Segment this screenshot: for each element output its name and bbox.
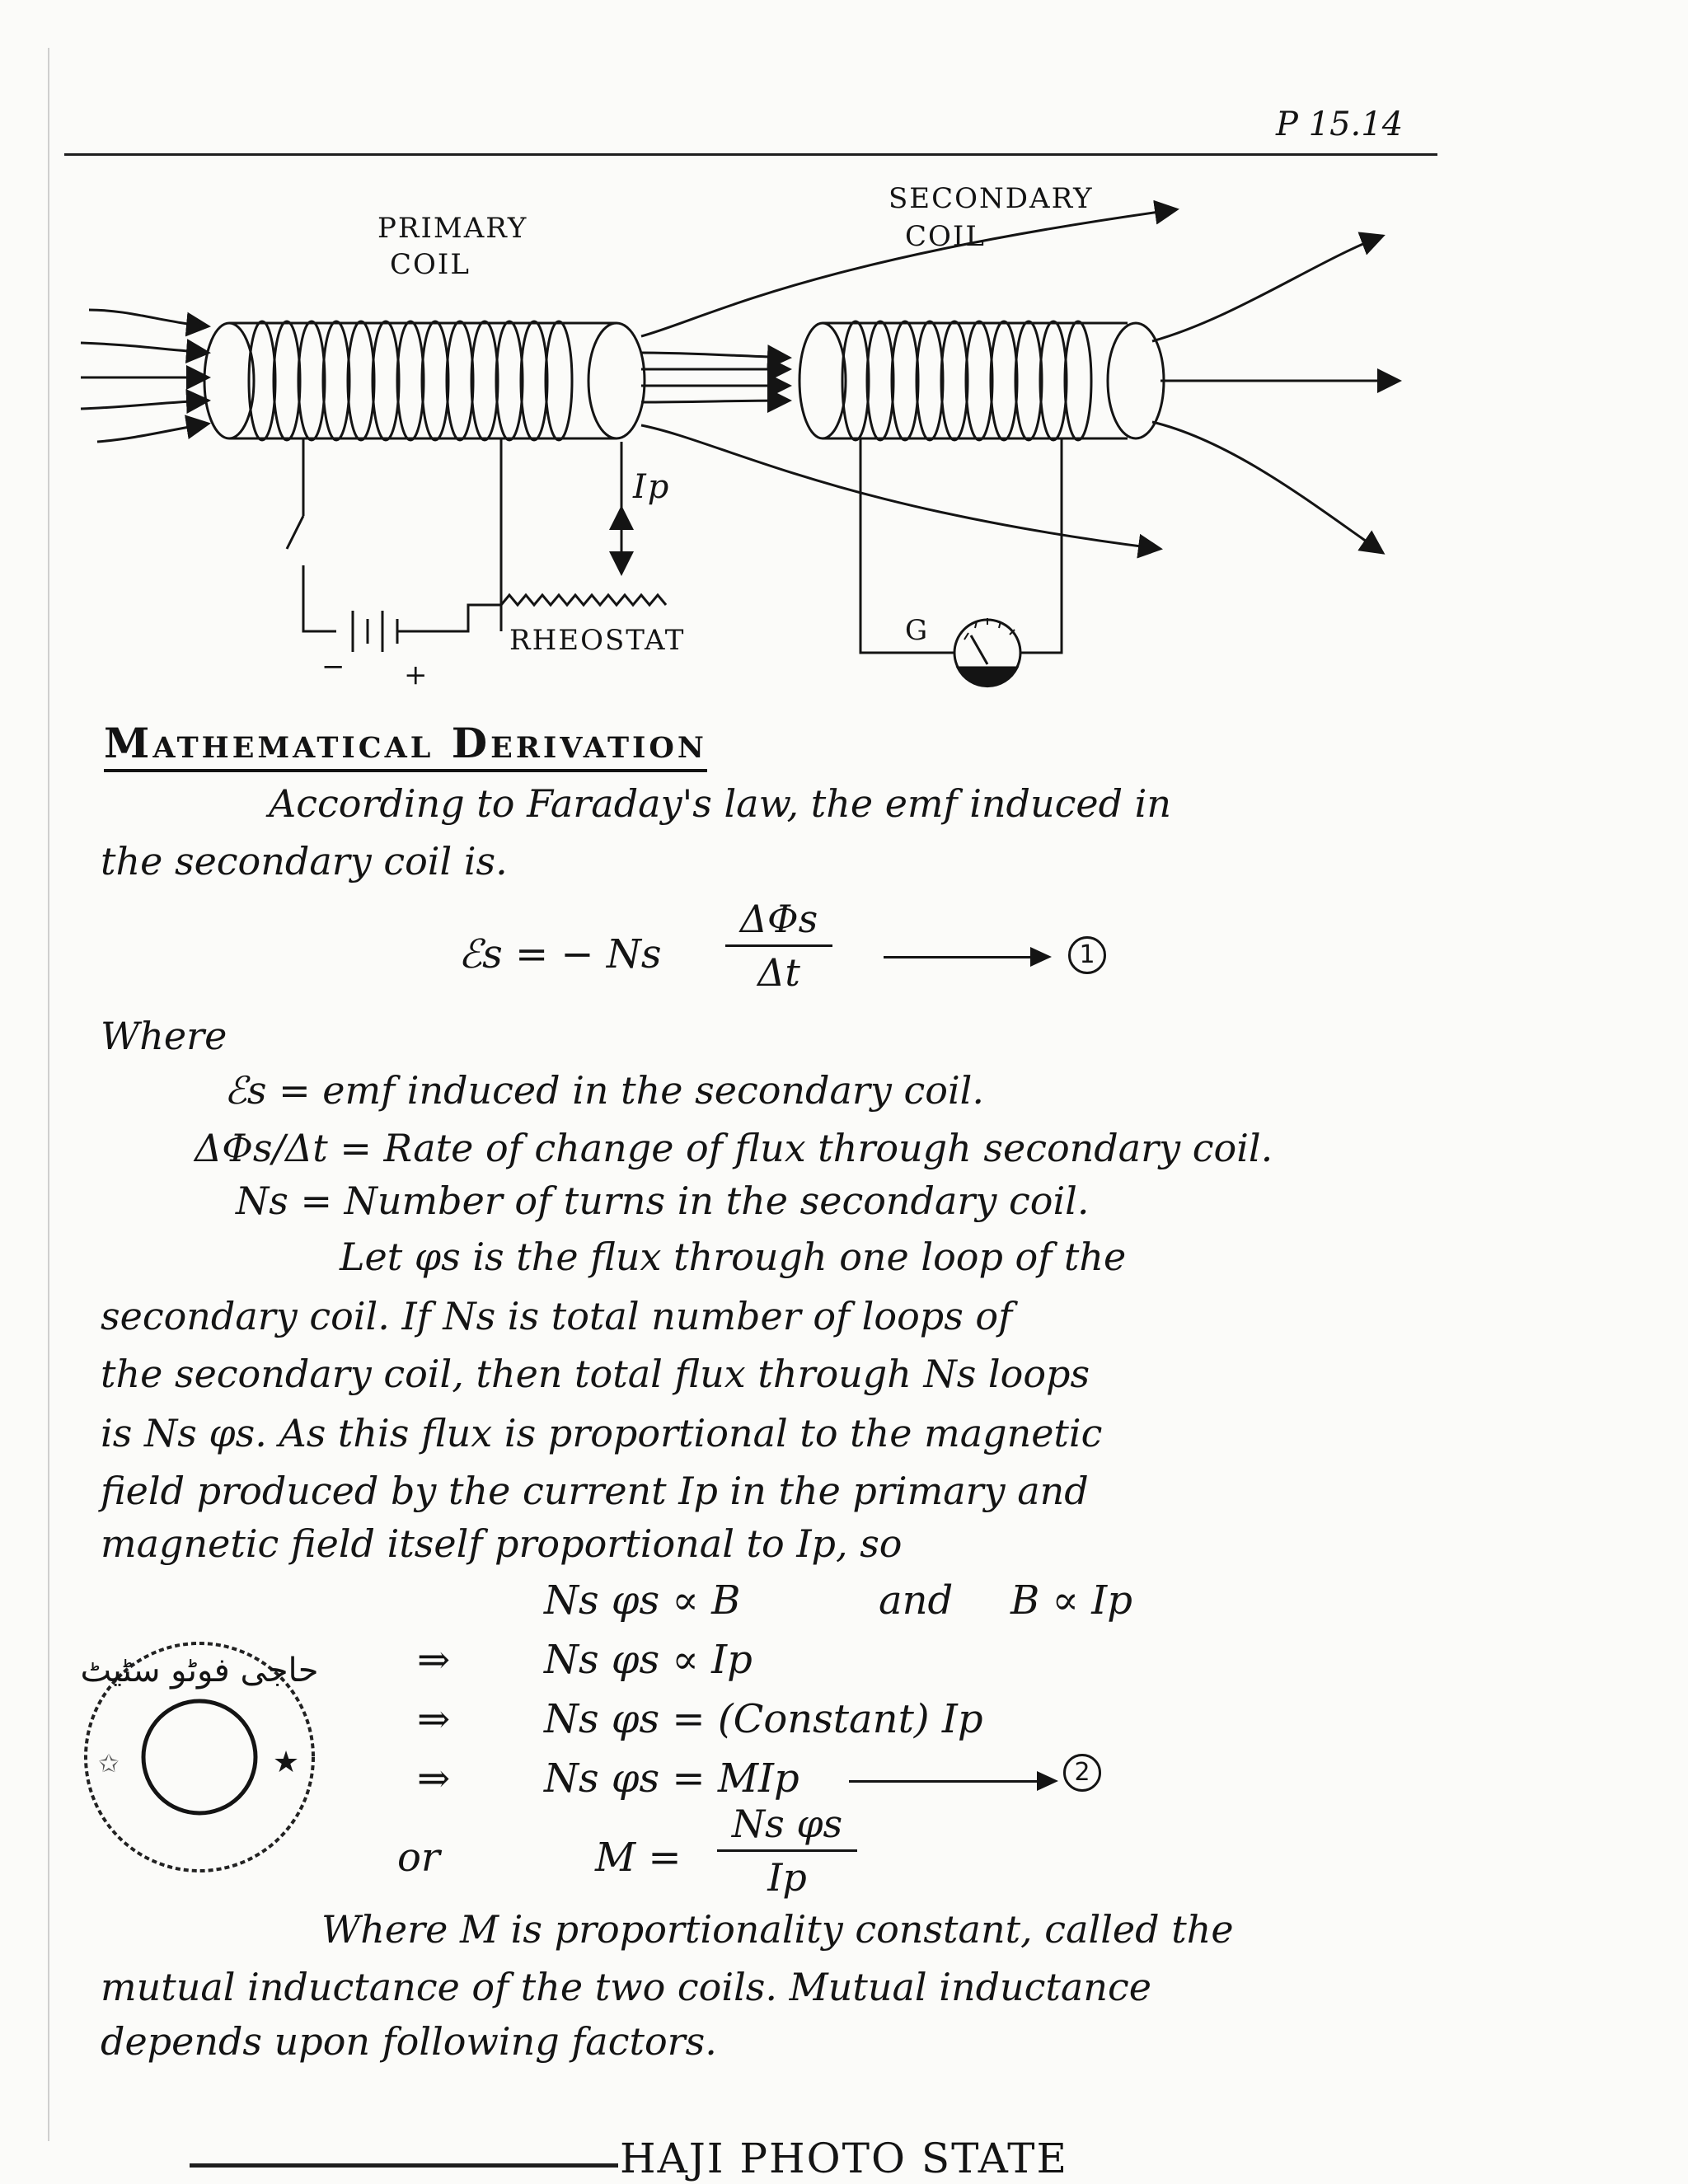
header-rule [64, 153, 1437, 156]
connecting-field-lines [641, 209, 1177, 549]
secondary-label-1: SECONDARY [889, 182, 1094, 215]
primary-label-2: COIL [390, 248, 471, 281]
stamp-urdu-text: حاجی فوٹو سٹیٹ [80, 1652, 319, 1690]
paragraph-line-1: Let φs is the flux through one loop of the [340, 1235, 1127, 1279]
incoming-field-lines [81, 310, 209, 442]
implies-symbol-3: ⇒ [417, 1755, 451, 1802]
footer-rule [190, 2163, 618, 2168]
page-number: P 15.14 [1276, 105, 1404, 143]
definition-1: ℰs = emf induced in the secondary coil. [224, 1068, 984, 1113]
eq1-lhs: ℰs = − Ns [458, 931, 662, 977]
eq1-fraction [725, 897, 832, 995]
galvanometer [954, 618, 1020, 687]
m-denominator: Ip [767, 1855, 807, 1900]
eq2-arrow-head [1037, 1771, 1058, 1791]
galvanometer-label: G [905, 614, 930, 647]
definition-3: Ns = Number of turns in the secondary coil. [236, 1179, 1090, 1223]
battery-minus-label: − [321, 650, 347, 683]
primary-coil [204, 321, 645, 440]
derivation-line-4: Ns φs = MIp [544, 1755, 799, 1802]
derivation-line-1a: Ns φs ∝ B [544, 1577, 741, 1624]
closing-line-2: mutual inductance of the two coils. Mutual inductance [101, 1965, 1151, 2009]
eq1-number: 1 [1068, 936, 1106, 974]
m-fraction [717, 1802, 857, 1900]
paragraph-line-4: is Ns φs. As this flux is proportional to the magnetic [101, 1411, 1103, 1455]
primary-circuit [287, 438, 666, 652]
closing-line-3: depends upon following factors. [101, 2019, 717, 2064]
derivation-line-1b: B ∝ Ip [1010, 1577, 1132, 1624]
closing-line-1: Where M is proportionality constant, called the [321, 1907, 1234, 1952]
footer-text: HAJI PHOTO STATE [620, 2135, 1068, 2182]
rheostat-label: RHEOSTAT [509, 624, 686, 657]
eq1-arrow-head [1030, 947, 1052, 967]
photo-state-stamp [76, 1633, 323, 1881]
section-title: Mathematical Derivation [104, 719, 707, 772]
where-label: Where [101, 1014, 227, 1058]
implies-symbol-2: ⇒ [417, 1696, 451, 1742]
eq1-denominator: Δt [757, 950, 800, 995]
eq2-arrow-line [849, 1780, 1039, 1783]
scan-edge-line [48, 48, 49, 2141]
or-label: or [397, 1835, 440, 1881]
eq1-arrow-line [884, 956, 1032, 958]
paragraph-line-2: secondary coil. If Ns is total number of loops of [101, 1294, 1013, 1338]
secondary-coil [799, 321, 1164, 440]
eq1-fraction-bar [725, 944, 832, 947]
paragraph-line-5: field produced by the current Ip in the primary and [101, 1469, 1089, 1513]
implies-symbol-1: ⇒ [417, 1637, 451, 1683]
battery-plus-label: + [404, 658, 429, 691]
definition-2: ΔΦs/Δt = Rate of change of flux through secondary coil. [195, 1126, 1273, 1170]
intro-line-2: the secondary coil is. [101, 839, 508, 883]
mutual-induction-diagram [64, 162, 1449, 714]
m-fraction-bar [717, 1849, 857, 1852]
outgoing-field-lines [1152, 236, 1400, 553]
m-numerator: Ns φs [731, 1802, 843, 1846]
secondary-circuit [860, 438, 1062, 653]
eq1-numerator: ΔΦs [739, 897, 818, 941]
stamp-star-icon: ★ [272, 1746, 300, 1779]
derivation-line-1-and: and [879, 1577, 954, 1624]
secondary-label-2: COIL [905, 220, 986, 253]
paragraph-line-3: the secondary coil, then total flux through Ns loops [101, 1352, 1090, 1396]
paragraph-line-6: magnetic field itself proportional to Ip, so [101, 1521, 903, 1566]
stamp-star-left-icon: ✩ [98, 1750, 120, 1779]
intro-line-1: According to Faraday's law, the emf induced in [269, 781, 1171, 826]
derivation-line-2: Ns φs ∝ Ip [544, 1637, 753, 1683]
current-label: Ip [633, 468, 671, 506]
m-lhs: M = [595, 1835, 682, 1881]
derivation-line-3: Ns φs = (Constant) Ip [544, 1696, 983, 1742]
primary-label-1: PRIMARY [377, 212, 528, 245]
eq2-number: 2 [1063, 1754, 1101, 1792]
